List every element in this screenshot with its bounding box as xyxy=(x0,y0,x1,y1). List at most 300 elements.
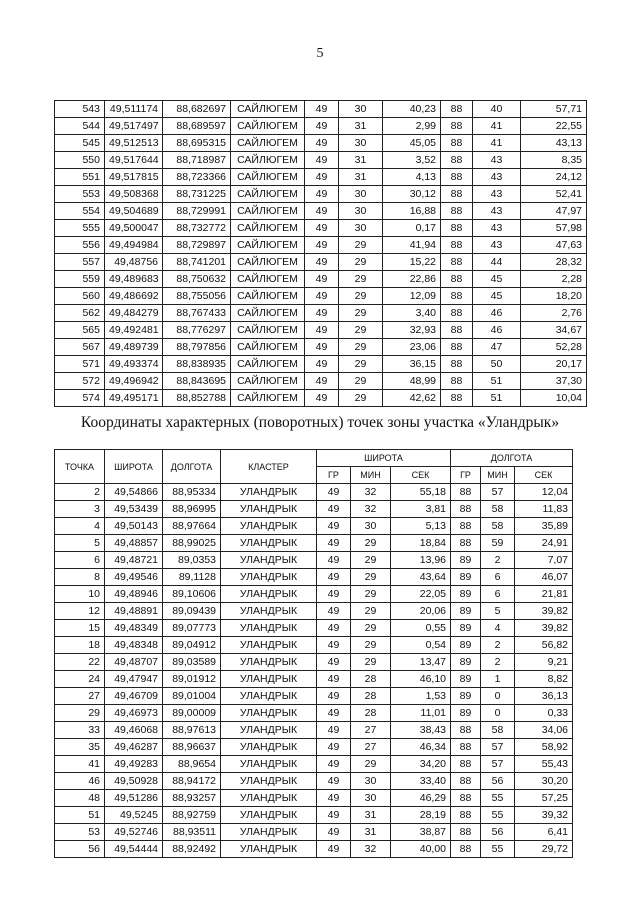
cell-lat-deg: 49 xyxy=(317,756,351,773)
table1-body xyxy=(55,101,587,407)
cell-longitude: 88,94172 xyxy=(163,773,221,790)
cell-latitude: 49,489683 xyxy=(105,271,163,288)
cell-point: 33 xyxy=(55,722,105,739)
table-row xyxy=(55,501,573,518)
table-row xyxy=(55,739,573,756)
cell-lon-deg: 88 xyxy=(451,739,481,756)
header-lat-sec: СЕК xyxy=(391,467,451,484)
table2-header xyxy=(55,450,573,484)
cell-lat-sec: 41,94 xyxy=(383,237,441,254)
table-row xyxy=(55,169,587,186)
cell-lat-min: 31 xyxy=(339,169,383,186)
cell-lon-sec: 52,41 xyxy=(521,186,587,203)
cell-latitude: 49,486692 xyxy=(105,288,163,305)
cell-lon-deg: 88 xyxy=(441,118,473,135)
cell-lat-min: 31 xyxy=(351,824,391,841)
cell-lon-deg: 88 xyxy=(441,356,473,373)
cell-lon-deg: 88 xyxy=(441,339,473,356)
cell-longitude: 89,01004 xyxy=(163,688,221,705)
cell-point: 22 xyxy=(55,654,105,671)
cell-lon-min: 45 xyxy=(473,271,521,288)
cell-point: 574 xyxy=(55,390,105,407)
cell-lat-min: 29 xyxy=(339,339,383,356)
table-row xyxy=(55,654,573,671)
cell-latitude: 49,496942 xyxy=(105,373,163,390)
cell-lon-min: 51 xyxy=(473,373,521,390)
cell-longitude: 88,843695 xyxy=(163,373,231,390)
cell-lat-min: 30 xyxy=(351,518,391,535)
cell-longitude: 88,695315 xyxy=(163,135,231,152)
cell-lat-deg: 49 xyxy=(317,637,351,654)
cell-lon-min: 46 xyxy=(473,305,521,322)
table-row xyxy=(55,535,573,552)
cell-lat-deg: 49 xyxy=(317,722,351,739)
cell-lon-sec: 2,28 xyxy=(521,271,587,288)
cell-lat-deg: 49 xyxy=(317,501,351,518)
cell-lon-min: 47 xyxy=(473,339,521,356)
cell-cluster: УЛАНДРЫК xyxy=(221,569,317,586)
cell-lat-sec: 3,81 xyxy=(391,501,451,518)
cell-lat-min: 29 xyxy=(339,288,383,305)
cell-lat-deg: 49 xyxy=(305,288,339,305)
header-lat-min: МИН xyxy=(351,467,391,484)
cell-point: 29 xyxy=(55,705,105,722)
cell-latitude: 49,489739 xyxy=(105,339,163,356)
cell-lon-min: 55 xyxy=(481,807,515,824)
cell-cluster: САЙЛЮГЕМ xyxy=(231,373,305,390)
cell-latitude: 49,495171 xyxy=(105,390,163,407)
cell-lon-sec: 22,55 xyxy=(521,118,587,135)
cell-lon-deg: 88 xyxy=(451,501,481,518)
cell-longitude: 89,09439 xyxy=(163,603,221,620)
cell-lon-sec: 34,67 xyxy=(521,322,587,339)
cell-cluster: УЛАНДРЫК xyxy=(221,586,317,603)
cell-lat-min: 29 xyxy=(339,254,383,271)
cell-cluster: САЙЛЮГЕМ xyxy=(231,118,305,135)
cell-lat-sec: 3,40 xyxy=(383,305,441,322)
cell-lat-min: 27 xyxy=(351,722,391,739)
cell-lat-deg: 49 xyxy=(317,620,351,637)
cell-lon-min: 51 xyxy=(473,390,521,407)
cell-lon-deg: 88 xyxy=(451,484,481,501)
cell-point: 554 xyxy=(55,203,105,220)
cell-lon-deg: 88 xyxy=(451,773,481,790)
cell-lat-deg: 49 xyxy=(305,322,339,339)
cell-lon-sec: 18,20 xyxy=(521,288,587,305)
cell-lat-min: 27 xyxy=(351,739,391,756)
cell-lat-deg: 49 xyxy=(305,118,339,135)
cell-lat-sec: 0,54 xyxy=(391,637,451,654)
cell-lon-deg: 88 xyxy=(441,237,473,254)
cell-cluster: САЙЛЮГЕМ xyxy=(231,203,305,220)
cell-lat-sec: 4,13 xyxy=(383,169,441,186)
cell-latitude: 49,512513 xyxy=(105,135,163,152)
cell-longitude: 88,797856 xyxy=(163,339,231,356)
cell-lon-deg: 89 xyxy=(451,620,481,637)
cell-lat-deg: 49 xyxy=(317,841,351,858)
cell-point: 5 xyxy=(55,535,105,552)
cell-lat-deg: 49 xyxy=(305,169,339,186)
cell-lat-min: 29 xyxy=(351,535,391,552)
cell-lon-deg: 89 xyxy=(451,552,481,569)
cell-lat-deg: 49 xyxy=(317,773,351,790)
cell-lon-min: 57 xyxy=(481,484,515,501)
cell-cluster: УЛАНДРЫК xyxy=(221,484,317,501)
header-longitude-group: ДОЛГОТА xyxy=(451,450,573,467)
cell-point: 560 xyxy=(55,288,105,305)
cell-point: 550 xyxy=(55,152,105,169)
cell-latitude: 49,46709 xyxy=(105,688,163,705)
table-row xyxy=(55,824,573,841)
cell-cluster: УЛАНДРЫК xyxy=(221,824,317,841)
cell-lat-sec: 22,05 xyxy=(391,586,451,603)
cell-lon-min: 59 xyxy=(481,535,515,552)
table-row xyxy=(55,322,587,339)
cell-cluster: УЛАНДРЫК xyxy=(221,722,317,739)
cell-lat-min: 30 xyxy=(339,186,383,203)
cell-lat-deg: 49 xyxy=(317,739,351,756)
cell-lat-deg: 49 xyxy=(317,705,351,722)
cell-latitude: 49,54444 xyxy=(105,841,163,858)
table-row xyxy=(55,756,573,773)
cell-cluster: УЛАНДРЫК xyxy=(221,671,317,688)
cell-lat-min: 29 xyxy=(351,620,391,637)
cell-point: 12 xyxy=(55,603,105,620)
cell-longitude: 88,9654 xyxy=(163,756,221,773)
cell-lat-sec: 0,55 xyxy=(391,620,451,637)
cell-lat-min: 30 xyxy=(339,220,383,237)
cell-latitude: 49,48707 xyxy=(105,654,163,671)
cell-lon-deg: 88 xyxy=(451,841,481,858)
table-row xyxy=(55,135,587,152)
cell-latitude: 49,517497 xyxy=(105,118,163,135)
cell-lon-deg: 88 xyxy=(441,305,473,322)
cell-lat-min: 28 xyxy=(351,705,391,722)
cell-latitude: 49,500047 xyxy=(105,220,163,237)
cell-latitude: 49,52746 xyxy=(105,824,163,841)
cell-cluster: УЛАНДРЫК xyxy=(221,603,317,620)
cell-lon-deg: 88 xyxy=(451,518,481,535)
cell-latitude: 49,47947 xyxy=(105,671,163,688)
cell-latitude: 49,493374 xyxy=(105,356,163,373)
cell-lat-deg: 49 xyxy=(305,339,339,356)
cell-lon-sec: 28,32 xyxy=(521,254,587,271)
cell-point: 51 xyxy=(55,807,105,824)
section-title: Координаты характерных (поворотных) точек зоны участка «Уландрык» xyxy=(80,414,560,431)
cell-lon-min: 55 xyxy=(481,841,515,858)
cell-lat-sec: 13,47 xyxy=(391,654,451,671)
table-row xyxy=(55,373,587,390)
cell-lon-sec: 10,04 xyxy=(521,390,587,407)
cell-lat-deg: 49 xyxy=(305,203,339,220)
cell-lon-deg: 89 xyxy=(451,705,481,722)
cell-lat-deg: 49 xyxy=(305,135,339,152)
cell-latitude: 49,53439 xyxy=(105,501,163,518)
cell-cluster: САЙЛЮГЕМ xyxy=(231,135,305,152)
table-row xyxy=(55,237,587,254)
cell-lon-deg: 88 xyxy=(451,535,481,552)
cell-lat-min: 32 xyxy=(351,841,391,858)
cell-cluster: УЛАНДРЫК xyxy=(221,620,317,637)
cell-latitude: 49,48721 xyxy=(105,552,163,569)
cell-lon-sec: 34,06 xyxy=(515,722,573,739)
cell-lat-min: 29 xyxy=(339,305,383,322)
cell-latitude: 49,492481 xyxy=(105,322,163,339)
cell-lat-min: 29 xyxy=(351,756,391,773)
table-row xyxy=(55,271,587,288)
cell-lon-min: 57 xyxy=(481,739,515,756)
cell-lat-min: 32 xyxy=(351,501,391,518)
cell-latitude: 49,46973 xyxy=(105,705,163,722)
cell-latitude: 49,48348 xyxy=(105,637,163,654)
cell-cluster: САЙЛЮГЕМ xyxy=(231,152,305,169)
cell-lat-deg: 49 xyxy=(305,152,339,169)
cell-point: 18 xyxy=(55,637,105,654)
cell-lon-min: 0 xyxy=(481,688,515,705)
cell-lon-sec: 21,81 xyxy=(515,586,573,603)
cell-lon-min: 43 xyxy=(473,203,521,220)
table-row xyxy=(55,186,587,203)
cell-point: 545 xyxy=(55,135,105,152)
cell-latitude: 49,50143 xyxy=(105,518,163,535)
cell-lon-min: 6 xyxy=(481,569,515,586)
table-row xyxy=(55,688,573,705)
cell-latitude: 49,48756 xyxy=(105,254,163,271)
cell-longitude: 88,729991 xyxy=(163,203,231,220)
cell-point: 557 xyxy=(55,254,105,271)
cell-longitude: 88,732772 xyxy=(163,220,231,237)
cell-lon-min: 2 xyxy=(481,637,515,654)
cell-lat-sec: 46,10 xyxy=(391,671,451,688)
cell-lon-deg: 88 xyxy=(451,824,481,841)
cell-longitude: 88,729897 xyxy=(163,237,231,254)
cell-lat-deg: 49 xyxy=(317,654,351,671)
cell-latitude: 49,51286 xyxy=(105,790,163,807)
sailyugem-coordinates-table xyxy=(54,100,587,407)
cell-longitude: 88,755056 xyxy=(163,288,231,305)
cell-longitude: 88,767433 xyxy=(163,305,231,322)
cell-longitude: 89,0353 xyxy=(163,552,221,569)
cell-lon-deg: 89 xyxy=(451,637,481,654)
cell-lon-deg: 88 xyxy=(451,807,481,824)
cell-lat-sec: 30,12 xyxy=(383,186,441,203)
cell-longitude: 88,95334 xyxy=(163,484,221,501)
cell-latitude: 49,511174 xyxy=(105,101,163,118)
cell-lat-sec: 1,53 xyxy=(391,688,451,705)
table-row xyxy=(55,569,573,586)
header-lon-min: МИН xyxy=(481,467,515,484)
cell-cluster: УЛАНДРЫК xyxy=(221,841,317,858)
cell-lon-min: 41 xyxy=(473,135,521,152)
cell-lat-min: 29 xyxy=(339,271,383,288)
header-latitude: ШИРОТА xyxy=(105,450,163,484)
cell-point: 3 xyxy=(55,501,105,518)
table-row xyxy=(55,254,587,271)
cell-lat-sec: 46,34 xyxy=(391,739,451,756)
cell-lon-sec: 57,25 xyxy=(515,790,573,807)
cell-lat-deg: 49 xyxy=(305,254,339,271)
cell-longitude: 88,682697 xyxy=(163,101,231,118)
cell-longitude: 89,10606 xyxy=(163,586,221,603)
cell-lat-deg: 49 xyxy=(317,671,351,688)
cell-point: 559 xyxy=(55,271,105,288)
cell-lat-deg: 49 xyxy=(305,237,339,254)
table-row xyxy=(55,790,573,807)
cell-lon-min: 2 xyxy=(481,552,515,569)
cell-lat-sec: 28,19 xyxy=(391,807,451,824)
cell-point: 8 xyxy=(55,569,105,586)
cell-lon-sec: 39,82 xyxy=(515,603,573,620)
cell-point: 27 xyxy=(55,688,105,705)
cell-lat-min: 30 xyxy=(351,773,391,790)
cell-point: 571 xyxy=(55,356,105,373)
cell-point: 41 xyxy=(55,756,105,773)
cell-lon-min: 57 xyxy=(481,756,515,773)
cell-lat-min: 30 xyxy=(339,203,383,220)
cell-point: 556 xyxy=(55,237,105,254)
cell-point: 551 xyxy=(55,169,105,186)
cell-lat-min: 29 xyxy=(339,390,383,407)
table-row xyxy=(55,807,573,824)
cell-lat-deg: 49 xyxy=(317,688,351,705)
cell-lat-sec: 3,52 xyxy=(383,152,441,169)
cell-lon-sec: 12,04 xyxy=(515,484,573,501)
cell-lon-sec: 24,91 xyxy=(515,535,573,552)
cell-lon-sec: 57,98 xyxy=(521,220,587,237)
cell-lon-min: 58 xyxy=(481,722,515,739)
cell-lon-min: 0 xyxy=(481,705,515,722)
cell-lat-sec: 12,09 xyxy=(383,288,441,305)
cell-lat-min: 29 xyxy=(339,373,383,390)
cell-lon-min: 41 xyxy=(473,118,521,135)
cell-lat-sec: 40,00 xyxy=(391,841,451,858)
cell-lon-sec: 35,89 xyxy=(515,518,573,535)
cell-cluster: УЛАНДРЫК xyxy=(221,739,317,756)
cell-lat-min: 31 xyxy=(351,807,391,824)
cell-lon-min: 58 xyxy=(481,501,515,518)
cell-lat-deg: 49 xyxy=(305,186,339,203)
cell-longitude: 88,96637 xyxy=(163,739,221,756)
cell-lon-sec: 57,71 xyxy=(521,101,587,118)
cell-cluster: САЙЛЮГЕМ xyxy=(231,101,305,118)
cell-lat-sec: 40,23 xyxy=(383,101,441,118)
cell-cluster: САЙЛЮГЕМ xyxy=(231,186,305,203)
cell-lon-sec: 8,82 xyxy=(515,671,573,688)
cell-lat-sec: 0,17 xyxy=(383,220,441,237)
cell-lat-sec: 38,87 xyxy=(391,824,451,841)
cell-lon-sec: 55,43 xyxy=(515,756,573,773)
cell-lon-deg: 89 xyxy=(451,603,481,620)
table-row xyxy=(55,586,573,603)
cell-lat-min: 28 xyxy=(351,671,391,688)
table-row xyxy=(55,118,587,135)
table-row xyxy=(55,288,587,305)
cell-cluster: УЛАНДРЫК xyxy=(221,654,317,671)
cell-lon-deg: 88 xyxy=(451,722,481,739)
cell-point: 24 xyxy=(55,671,105,688)
cell-lat-deg: 49 xyxy=(317,586,351,603)
table-row xyxy=(55,220,587,237)
cell-lat-sec: 33,40 xyxy=(391,773,451,790)
cell-lon-sec: 8,35 xyxy=(521,152,587,169)
cell-lon-deg: 88 xyxy=(441,152,473,169)
cell-cluster: САЙЛЮГЕМ xyxy=(231,356,305,373)
cell-latitude: 49,49546 xyxy=(105,569,163,586)
cell-lon-deg: 89 xyxy=(451,671,481,688)
cell-point: 544 xyxy=(55,118,105,135)
cell-cluster: УЛАНДРЫК xyxy=(221,688,317,705)
cell-lon-deg: 89 xyxy=(451,688,481,705)
cell-longitude: 89,07773 xyxy=(163,620,221,637)
cell-lon-min: 6 xyxy=(481,586,515,603)
cell-point: 543 xyxy=(55,101,105,118)
cell-lon-min: 43 xyxy=(473,186,521,203)
cell-point: 2 xyxy=(55,484,105,501)
cell-latitude: 49,48349 xyxy=(105,620,163,637)
cell-point: 4 xyxy=(55,518,105,535)
cell-cluster: УЛАНДРЫК xyxy=(221,756,317,773)
cell-lon-deg: 89 xyxy=(451,569,481,586)
cell-lon-deg: 88 xyxy=(441,186,473,203)
cell-lat-deg: 49 xyxy=(305,373,339,390)
cell-lon-sec: 24,12 xyxy=(521,169,587,186)
cell-lat-deg: 49 xyxy=(305,101,339,118)
cell-point: 10 xyxy=(55,586,105,603)
cell-lon-deg: 88 xyxy=(441,373,473,390)
cell-cluster: САЙЛЮГЕМ xyxy=(231,305,305,322)
header-longitude: ДОЛГОТА xyxy=(163,450,221,484)
cell-lat-sec: 42,62 xyxy=(383,390,441,407)
cell-lat-sec: 55,18 xyxy=(391,484,451,501)
cell-lon-deg: 88 xyxy=(441,271,473,288)
cell-lat-sec: 2,99 xyxy=(383,118,441,135)
cell-lon-min: 1 xyxy=(481,671,515,688)
cell-lat-sec: 36,15 xyxy=(383,356,441,373)
cell-cluster: САЙЛЮГЕМ xyxy=(231,169,305,186)
cell-longitude: 88,93511 xyxy=(163,824,221,841)
table-row xyxy=(55,552,573,569)
cell-lat-deg: 49 xyxy=(317,807,351,824)
cell-lon-sec: 56,82 xyxy=(515,637,573,654)
cell-lat-min: 32 xyxy=(351,484,391,501)
cell-lat-min: 29 xyxy=(339,356,383,373)
cell-longitude: 88,750632 xyxy=(163,271,231,288)
cell-lon-min: 40 xyxy=(473,101,521,118)
cell-lon-deg: 89 xyxy=(451,654,481,671)
cell-lon-min: 43 xyxy=(473,220,521,237)
cell-point: 572 xyxy=(55,373,105,390)
cell-lat-min: 29 xyxy=(351,586,391,603)
cell-longitude: 89,04912 xyxy=(163,637,221,654)
cell-point: 56 xyxy=(55,841,105,858)
cell-lat-min: 28 xyxy=(351,688,391,705)
cell-lat-sec: 18,84 xyxy=(391,535,451,552)
cell-point: 565 xyxy=(55,322,105,339)
cell-lon-deg: 88 xyxy=(441,322,473,339)
cell-lon-sec: 43,13 xyxy=(521,135,587,152)
cell-lon-sec: 52,28 xyxy=(521,339,587,356)
cell-longitude: 88,93257 xyxy=(163,790,221,807)
cell-lat-sec: 22,86 xyxy=(383,271,441,288)
cell-lat-deg: 49 xyxy=(305,220,339,237)
cell-point: 15 xyxy=(55,620,105,637)
cell-lat-sec: 23,06 xyxy=(383,339,441,356)
cell-lat-sec: 32,93 xyxy=(383,322,441,339)
header-latitude-group: ШИРОТА xyxy=(317,450,451,467)
cell-lat-sec: 38,43 xyxy=(391,722,451,739)
cell-lon-min: 45 xyxy=(473,288,521,305)
cell-lat-min: 30 xyxy=(339,101,383,118)
